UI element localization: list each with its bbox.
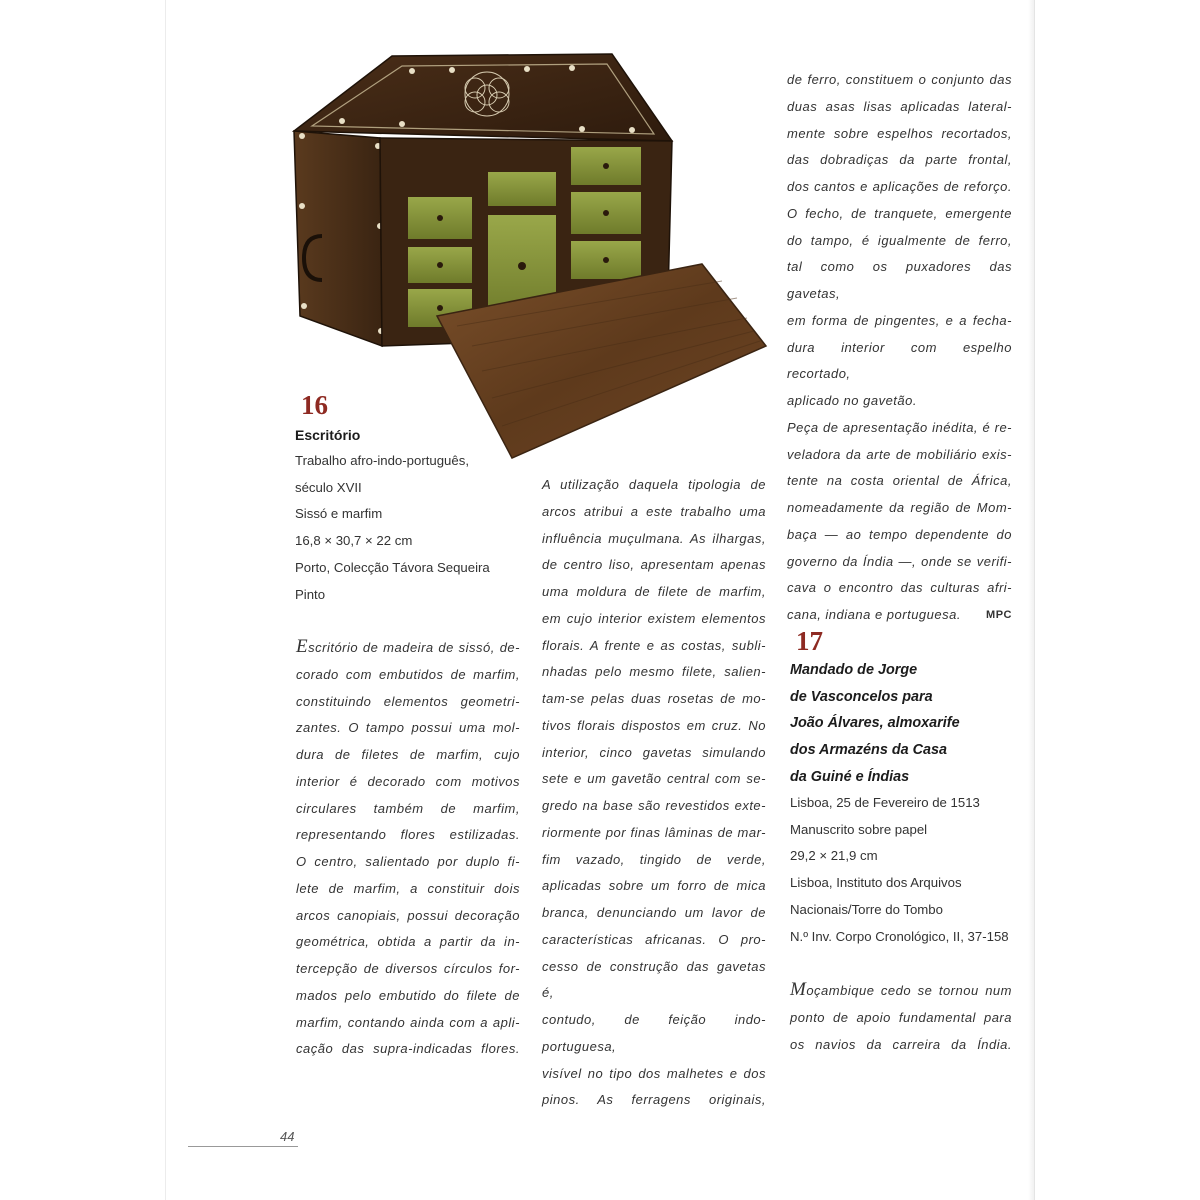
text-line: representando flores estilizadas. [296,827,520,843]
text-line: veladora da arte de mobiliário exis- [787,446,1012,462]
text-line: dos cantos e aplicações de reforço. [787,179,1012,194]
entry-17-meta-line: Nacionais/Torre do Tombo [790,901,943,917]
text-line: características africanas. O pro- [542,931,766,947]
text-line: em forma de pingentes, e a fecha- [787,312,1012,328]
entry-16-meta-line: Trabalho afro-indo-português, [295,453,469,468]
text-line: nhadas pelo mesmo filete, salien- [542,664,766,680]
text-line: mente sobre espelhos recortados, [787,125,1012,141]
text-line: sete e um gavetão central com se- [542,771,766,787]
text-line: tercepção de diversos círculos for- [296,961,520,976]
entry-16-meta-line: 16,8 × 30,7 × 22 cm [295,533,413,549]
text-line: zantes. O tampo possui uma mol- [296,720,520,736]
text-line: dura de filetes de marfim, cujo [296,747,520,762]
text-line: duas asas lisas aplicadas lateral- [787,98,1012,114]
text-line: cana, indiana e portuguesa. MPC [787,602,1012,629]
text-line: cava o encontro das culturas afri- [787,580,1012,596]
text-line: lete de marfim, a constituir dois [296,880,520,896]
entry-17-title-line: da Guiné e Índias [790,768,910,785]
text-line: A utilização daquela tipologia de [542,477,766,492]
text-line: florais. A frente e as costas, subli- [542,637,766,653]
text-line: riormente por finas lâminas de mar- [542,824,766,840]
page-number: 44 [280,1129,295,1144]
entry-17-title-line: de Vasconcelos para [790,688,933,705]
text-line: gredo na base são revestidos exte- [542,798,766,813]
text-line: Peça de apresentação inédita, é re- [787,419,1012,435]
text-line: Escritório de madeira de sissó, de- [296,636,520,657]
entry-17-meta-line: 29,2 × 21,9 cm [790,848,878,864]
text-line: Moçambique cedo se tornou num [790,979,1012,1000]
entry-17-meta-line: N.º Inv. Corpo Cronológico, II, 37-158 [790,928,1009,944]
entry-17-meta-line: Lisboa, Instituto dos Arquivos [790,875,962,891]
text-line: cação das supra-indicadas flores. [296,1041,520,1057]
text-line: branca, denunciando um lavor de [542,905,766,920]
catalogue-number-16: 16 [301,390,328,420]
text-line: corado com embutidos de marfim, [296,666,520,682]
entry-17-text [790,977,1012,1058]
text-column-1 [296,634,520,1063]
text-line: O centro, salientado por duplo fi- [296,854,520,869]
text-line: dura interior com espelho recortado, [787,339,1012,382]
entry-17-meta-line: Lisboa, 25 de Fevereiro de 1513 [790,795,980,810]
text-line: pinos. As ferragens originais, [542,1092,766,1108]
author-signature: MPC [986,609,1012,621]
text-line: aplicadas sobre um forro de mica [542,878,766,894]
text-line: de centro liso, apresentam apenas [542,557,766,573]
text-column-2 [542,472,766,1114]
text-line: O fecho, de tranquete, emergente [787,205,1012,221]
text-line: aplicado no gavetão. [787,393,917,408]
text-column-3 [787,67,1012,629]
text-line: contudo, de feição indo-portuguesa, [542,1012,766,1054]
text-line: interior, cinco gavetas simulando [542,744,766,760]
entry-17-title-line: dos Armazéns da Casa [790,742,948,759]
text-line: arcos canopiais, possui decoração [296,907,520,923]
text-line: do tampo, é igualmente de ferro, [787,232,1012,248]
text-line: tal como os puxadores das gavetas, [787,259,1012,301]
entry-16-metadata [295,448,490,608]
escritorio-photo [282,26,768,466]
entry-17-metadata [790,790,1009,950]
text-line: tam-se pelas duas rosetas de mo- [542,691,766,706]
text-line: de ferro, constituem o conjunto das [787,72,1012,87]
text-line: tente na costa oriental de África, [787,473,1012,489]
entry-16-meta-line: Porto, Colecção Távora Sequeira [295,559,490,575]
text-line: interior é decorado com motivos [296,773,520,789]
text-line: mados pelo embutido do filete de [296,987,520,1003]
text-line: governo da Índia —, onde se verifi- [787,553,1012,569]
text-line: constituindo elementos geometri- [296,693,520,709]
catalogue-number-17: 17 [796,626,823,656]
text-line: influência muçulmana. As ilhargas, [542,530,766,546]
text-line: das dobradiças da parte frontal, [787,152,1012,168]
text-line: fim vazado, tingido de verde, [542,851,766,867]
text-line: circulares também de marfim, [296,800,520,816]
text-line: arcos atribui a este trabalho uma [542,503,766,519]
text-line: em cujo interior existem elementos [542,610,766,626]
text-line: marfim, contando ainda com a apli- [296,1014,520,1030]
text-line: nomeadamente da região de Mom- [787,500,1012,515]
text-line: visível no tipo dos malhetes e dos [542,1065,766,1081]
entry-17-title-line: Mandado de Jorge [790,662,918,678]
text-line: cesso de construção das gavetas é, [542,958,766,1001]
text-line: os navios da carreira da Índia. [790,1036,1012,1052]
facing-page-edge [1034,0,1200,1200]
entry-16-meta-line: século XVII [295,479,362,495]
entry-17-title [790,657,960,791]
drop-initial: E [296,636,309,657]
entry-17-meta-line: Manuscrito sobre papel [790,821,928,837]
text-line: tivos florais dispostos em cruz. No [542,717,766,733]
entry-16-meta-line: Pinto [295,586,326,602]
entry-16-title: Escritório [295,427,361,443]
text-line: ponto de apoio fundamental para [790,1009,1012,1025]
folio-rule [188,1146,298,1147]
text-line: geométrica, obtida a partir da in- [296,934,520,950]
text-line: uma moldura de filete de marfim, [542,584,766,599]
entry-16-meta-line: Sissó e marfim [295,506,383,522]
text-line: baça — ao tempo dependente do [787,526,1012,542]
drop-initial: M [790,979,807,1000]
entry-17-title-line: João Álvares, almoxarife [790,715,960,732]
page-left-rule [165,0,166,1200]
